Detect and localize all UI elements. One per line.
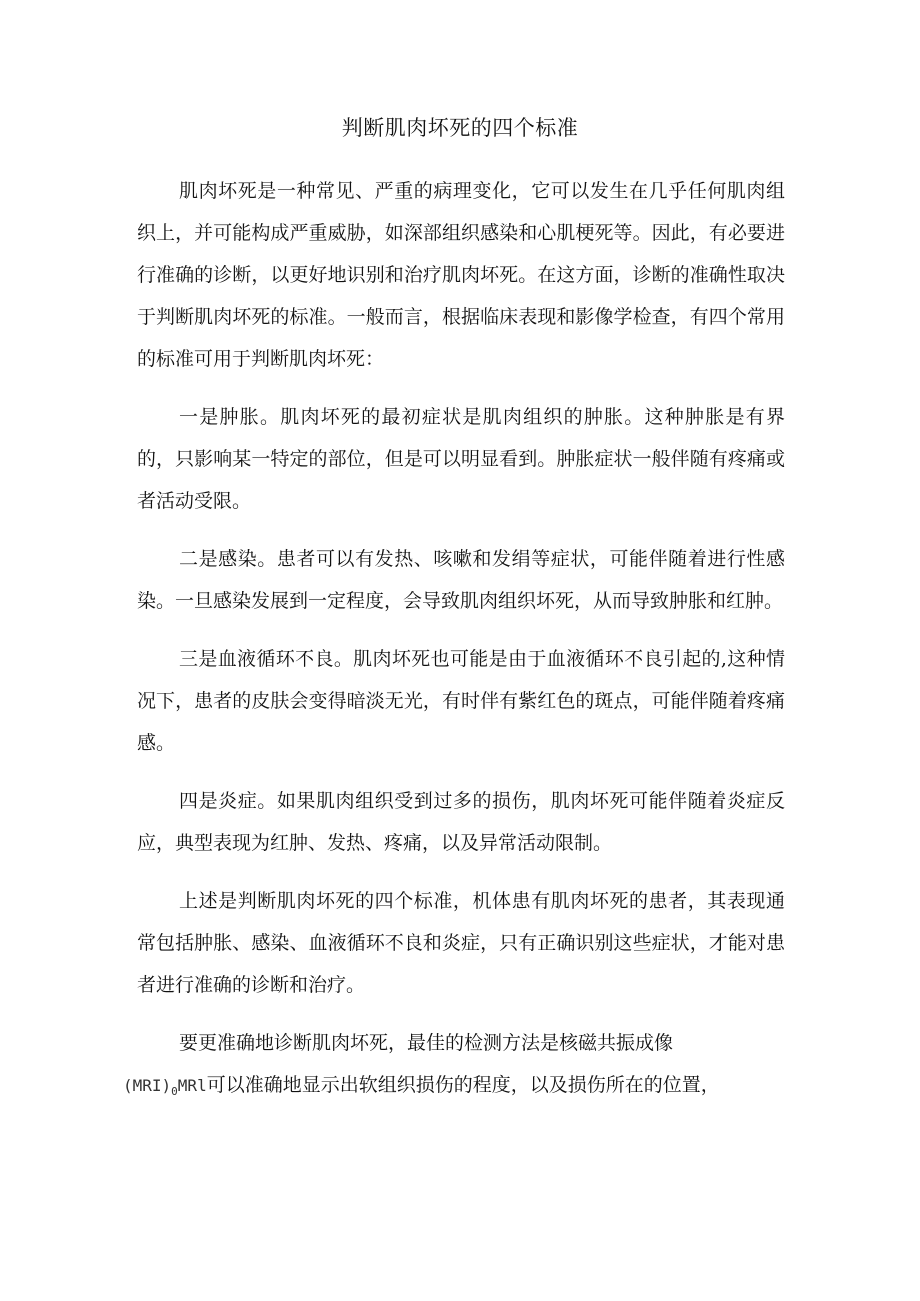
mri-abbrev: MRl: [177, 1076, 207, 1095]
document-body: [123, 170, 785, 1113]
paragraph-summary: 上述是判断肌肉坏死的四个标准，机体患有肌肉坏死的患者，其表现通常包括肿胀、感染、血液循环不良和炎症，只有正确识别这些症状，才能对患者进行准确的诊断和治疗。: [137, 890, 785, 996]
paragraph-inflammation: 四是炎症。如果肌肉组织受到过多的损伤，肌肉坏死可能伴随着炎症反应，典型表现为红肿、发热、疼痛，以及异常活动限制。: [137, 790, 785, 854]
paragraph-circulation: 三是血液循环不良。肌肉坏死也可能是由于血液循环不良引起的,这种情况下，患者的皮肤会变得暗淡无光，有时伴有紫红色的斑点，可能伴随着疼痛感。: [137, 648, 785, 754]
paragraph-swelling: 一是肿胀。肌肉坏死的最初症状是肌肉组织的肿胀。这种肿胀是有界的，只影响某一特定的部位，但是可以明显看到。肿胀症状一般伴随有疼痛或者活动受限。: [137, 406, 785, 512]
mri-subscript: 0: [171, 1085, 178, 1098]
mri-line-2: [123, 1064, 785, 1113]
paragraph-infection: 二是感染。患者可以有发热、咳嗽和发绢等症状，可能伴随着进行性感染。一旦感染发展到一定程度，会导致肌肉组织坏死，从而导致肿胀和红肿。: [137, 548, 785, 612]
mri-line-2-text: 可以准确地显示出软组织损伤的程度，以及损伤所在的位置，: [206, 1074, 720, 1096]
paragraph-mri: [123, 1022, 785, 1113]
paragraph-intro: 肌肉坏死是一种常见、严重的病理变化，它可以发生在几乎任何肌肉组织上，并可能构成严重威胁，如深部组织感染和心肌梗死等。因此，有必要进行准确的诊断，以更好地识别和治疗肌肉坏死。在这方面，诊断的准确性取决于判断肌肉坏死的标准。一般而言，根据临床表现和影像学检查，有四个常用的标准可用于判断肌肉坏死：: [137, 180, 785, 370]
document-title: 判断肌肉坏死的四个标准: [341, 116, 579, 140]
mri-open-text: (MRI): [123, 1076, 172, 1095]
mri-line-1: 要更准确地诊断肌肉坏死，最佳的检测方法是核磁共振成像: [179, 1032, 674, 1054]
